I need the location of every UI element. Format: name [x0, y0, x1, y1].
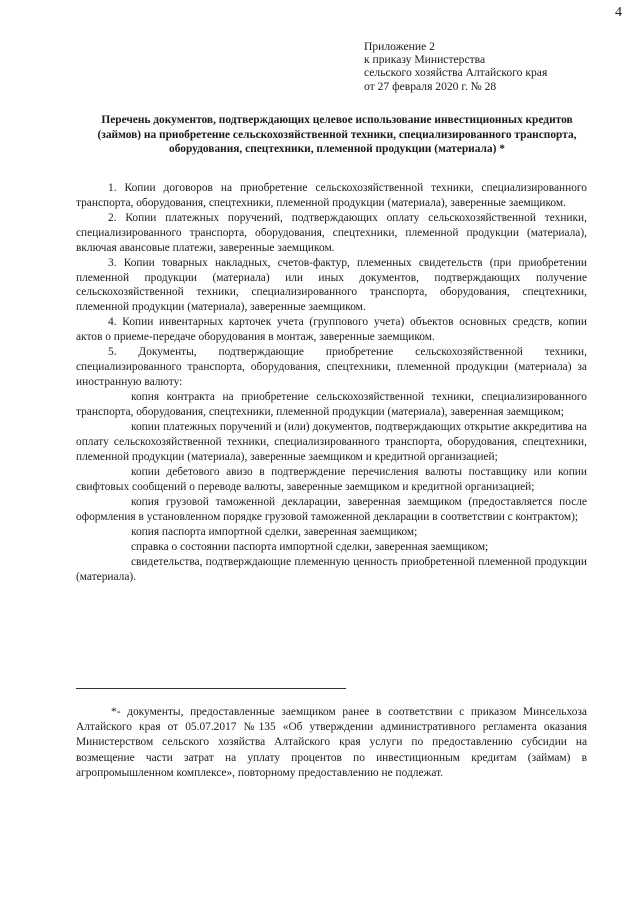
sub-item: копия паспорта импортной сделки, заверенная заемщиком; [131, 525, 418, 538]
list-item: 5. Документы, подтверждающие приобретение сельскохозяйственной техники, специализированного транспорта, оборудования, спецтехники, племенной продукции (материала) за иностранную валюту: [76, 346, 587, 388]
list-item: 2. Копии платежных поручений, подтверждающих оплату сельскохозяйственной техники, специализированного транспорта, оборудования, спецтехники, племенной продукции (материала), включая авансовые платежи, заверенные заемщиком. [76, 211, 587, 254]
sub-item: свидетельства, подтверждающие племенную ценность приобретенной племенной продукции (материала). [76, 556, 587, 584]
appendix-line: к приказу Министерства [364, 53, 486, 67]
page-number: 4 [615, 5, 622, 20]
document-body [76, 181, 587, 585]
sub-item: копия грузовой таможенной декларации, заверенная заемщиком (предоставляется после оформления в установленном порядке грузовой таможенной декларации в соответствии с контрактом); [76, 495, 587, 523]
list-item: 4. Копии инвентарных карточек учета (группового учета) объектов основных средств, копии актов о приеме-передаче оборудования в монтаж, заверенные заемщиком. [76, 316, 587, 344]
appendix-line: сельского хозяйства Алтайского края [364, 66, 548, 80]
sub-item: копии платежных поручений и (или) документов, подтверждающих открытие аккредитива на оплату сельскохозяйственной техники, специализированного транспорта, оборудования, спецтехники, племенной продукции (материала), заверенные заемщиком и кредитной организацией; [76, 421, 587, 463]
list-item: 1. Копии договоров на приобретение сельскохозяйственной техники, специализированного транспорта, оборудования, спецтехники, племенной продукции (материала), заверенные заемщиком. [76, 182, 587, 209]
footnote: *- документы, предоставленные заемщиком ранее в соответствии с приказом Минсельхоза Алтайского края от 05.07.2017 №135 «Об утверждении административного регламента оказания Министерством сельского хозяйства Алтайского края услуги по предоставлению субсидии на возмещение части затрат на уплату процентов по инвестиционным кредитам (займам) в агропромышленном комплексе», повторному предоставлению не подлежат. [76, 706, 587, 779]
footnote-divider [76, 688, 346, 689]
sub-item: справка о состоянии паспорта импортной сделки, заверенная заемщиком; [131, 541, 489, 554]
document-title: Перечень документов, подтверждающих целевое использование инвестиционных кредитов (займов) на приобретение сельскохозяйственной техники, специализированного транспорта, оборудования, спецтехники, племенной продукции (материала) * [97, 114, 577, 156]
appendix-header [364, 40, 547, 93]
appendix-line: Приложение 2 [364, 40, 435, 53]
sub-item: копия контракта на приобретение сельскохозяйственной техники, специализированного транспорта, оборудования, спецтехники, племенной продукции (материала), заверенная заемщиком; [76, 391, 587, 418]
list-item: 3. Копии товарных накладных, счетов-фактур, племенных свидетельств (при приобретении племенной продукции (материала) или иных документов, подтверждающих получение сельскохозяйственной техники, специализированного транспорта, оборудования, спецтехники, племенной продукции (материала), заверенные заемщиком. [76, 256, 587, 314]
appendix-line: от 27 февраля 2020 г. № 28 [364, 79, 497, 93]
sub-item: копии дебетового авизо в подтверждение перечисления валюты поставщику или копии свифтовых сообщений о переводе валюты, заверенные заемщиком и кредитной организацией; [76, 465, 587, 493]
